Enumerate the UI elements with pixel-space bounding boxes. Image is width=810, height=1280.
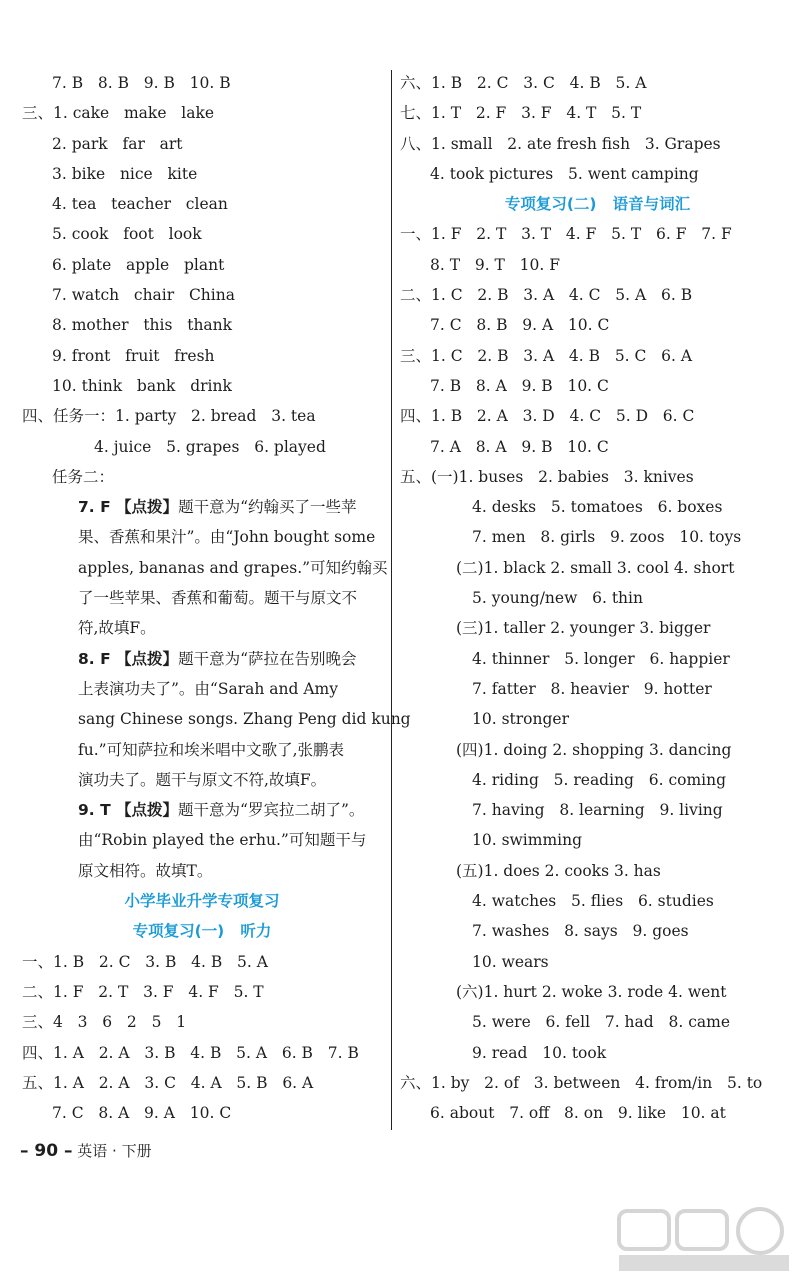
column-divider [391, 70, 392, 1130]
answer-line: 六、1. by 2. of 3. between 4. from/in 5. to [400, 1073, 763, 1092]
answer-line: 7. C 8. B 9. A 10. C [430, 316, 610, 335]
answer-line: 4. thinner 5. longer 6. happier [472, 649, 730, 668]
note-line [78, 795, 382, 825]
answer-line: 10. stronger [472, 710, 569, 729]
answer-block-right-2 [400, 219, 795, 1128]
answer-line: 4. desks 5. tomatoes 6. boxes [472, 498, 723, 517]
note-text: 原文相符。故填T。 [78, 861, 213, 880]
answer-line: 5. cook foot look [52, 225, 202, 244]
note-line [78, 856, 382, 886]
answer-line: 8. T 9. T 10. F [430, 255, 561, 274]
answer-line: 7. B 8. A 9. B 10. C [430, 376, 609, 395]
note-text: fu.”可知萨拉和埃米唱中文歌了,张鹏表 [78, 740, 344, 759]
answer-line: 10. think bank drink [52, 376, 232, 395]
answer-line: 四、1. A 2. A 3. B 4. B 5. A 6. B 7. B [22, 1043, 359, 1062]
answer-line: (二)1. black 2. small 3. cool 4. short [456, 558, 735, 577]
watermark-logo-icon [615, 1205, 795, 1275]
note-text: 题干意为“罗宾拉二胡了”。 [178, 801, 365, 820]
answer-line: 四、任务一：1. party 2. bread 3. tea [22, 407, 316, 426]
left-column [22, 68, 411, 1128]
answer-line: 三、1. C 2. B 3. A 4. B 5. C 6. A [400, 346, 693, 365]
note-hint-label: 7. F 【点拨】 [78, 498, 179, 517]
note-line [78, 583, 382, 613]
answer-block-left-2 [22, 947, 382, 1129]
note-line [78, 704, 411, 734]
page-footer [20, 1140, 152, 1161]
answer-line: 三、1. cake make lake [22, 104, 215, 123]
answer-line: 7. men 8. girls 9. zoos 10. toys [472, 528, 742, 547]
answer-line: 7. watch chair China [52, 286, 235, 305]
answer-line: 4. watches 5. flies 6. studies [472, 892, 714, 911]
explanation-note [22, 492, 388, 643]
answer-line: 7. B 8. B 9. B 10. B [52, 74, 231, 92]
note-text: 题干意为“萨拉在告别晚会 [178, 649, 357, 668]
answer-line: (三)1. taller 2. younger 3. bigger [456, 619, 711, 638]
note-hint-label: 9. T 【点拨】 [78, 801, 179, 820]
section-heading-review: 小学毕业升学专项复习 [124, 892, 280, 911]
answer-block-left-1 [22, 68, 382, 492]
answer-line: 7. fatter 8. heavier 9. hotter [472, 679, 712, 698]
answer-line: 5. young/new 6. thin [472, 589, 643, 608]
note-line [78, 765, 382, 795]
note-text: 符,故填F。 [78, 619, 156, 638]
note-line [78, 613, 382, 643]
explanation-notes [22, 492, 411, 886]
answer-line: 8. mother this thank [52, 316, 233, 335]
answer-line: 6. about 7. off 8. on 9. like 10. at [430, 1104, 726, 1123]
section-heading-phonics-vocab: 专项复习(二) 语音与词汇 [504, 195, 691, 214]
note-hint-label: 8. F 【点拨】 [78, 649, 179, 668]
answer-line: (六)1. hurt 2. woke 3. rode 4. went [456, 982, 727, 1001]
note-text: 了一些苹果、香蕉和葡萄。题干与原文不 [78, 589, 358, 608]
answer-line: 一、1. B 2. C 3. B 4. B 5. A [22, 952, 268, 971]
answer-line: 四、1. B 2. A 3. D 4. C 5. D 6. C [400, 407, 695, 426]
answer-line: 10. swimming [472, 831, 583, 850]
answer-line: 2. park far art [52, 134, 183, 153]
note-line [78, 644, 382, 674]
right-column [400, 68, 795, 1128]
answer-line: 4. took pictures 5. went camping [430, 164, 699, 183]
answer-line: 7. C 8. A 9. A 10. C [52, 1104, 232, 1123]
answer-line: 三、4 3 6 2 5 1 [22, 1013, 187, 1032]
answer-line: 二、1. C 2. B 3. A 4. C 5. A 6. B [400, 286, 693, 305]
note-line [78, 674, 382, 704]
answer-line: 4. tea teacher clean [52, 195, 228, 214]
answer-line: 七、1. T 2. F 3. F 4. T 5. T [400, 104, 642, 123]
answer-line: 7. A 8. A 9. B 10. C [430, 437, 609, 456]
answer-line: 任务二： [52, 467, 115, 486]
answer-line: 5. were 6. fell 7. had 8. came [472, 1013, 730, 1032]
note-text: 由“Robin played the erhu.”可知题干与 [78, 831, 367, 850]
note-text: 果、香蕉和果汁”。由“John bought some [78, 528, 376, 547]
answer-line: 10. wears [472, 952, 549, 971]
explanation-note [22, 644, 411, 795]
answer-line: 4. riding 5. reading 6. coming [472, 770, 727, 789]
note-line [78, 522, 382, 552]
note-line [78, 553, 388, 583]
answer-block-right-1 [400, 68, 795, 189]
answer-line: 一、1. F 2. T 3. T 4. F 5. T 6. F 7. F [400, 225, 732, 244]
answer-line: 八、1. small 2. ate fresh fish 3. Grapes [400, 134, 721, 153]
note-text: sang Chinese songs. Zhang Peng did kung [78, 710, 411, 729]
note-text: 上表演功夫了”。由“Sarah and Amy [78, 679, 338, 698]
answer-line: 4. juice 5. grapes 6. played [94, 437, 326, 456]
explanation-note [22, 795, 382, 886]
note-text: apples, bananas and grapes.”可知约翰买 [78, 558, 388, 577]
note-line [78, 825, 382, 855]
note-line [78, 735, 382, 765]
answer-line: (五)1. does 2. cooks 3. has [456, 861, 661, 880]
answer-line: 二、1. F 2. T 3. F 4. F 5. T [22, 982, 264, 1001]
answer-line: 9. read 10. took [472, 1043, 607, 1062]
book-label: 英语 · 下册 [77, 1142, 152, 1160]
answer-line: 7. having 8. learning 9. living [472, 801, 723, 820]
answer-line: 五、(一)1. buses 2. babies 3. knives [400, 467, 694, 486]
answer-line: (四)1. doing 2. shopping 3. dancing [456, 740, 732, 759]
answer-line: 五、1. A 2. A 3. C 4. A 5. B 6. A [22, 1073, 314, 1092]
note-text: 题干意为“约翰买了一些苹 [178, 498, 357, 517]
answer-line: 9. front fruit fresh [52, 346, 215, 365]
answer-line: 6. plate apple plant [52, 255, 225, 274]
answer-line: 7. washes 8. says 9. goes [472, 922, 689, 941]
note-text: 演功夫了。题干与原文不符,故填F。 [78, 770, 327, 789]
page-number: – 90 – [20, 1141, 73, 1161]
answer-line: 3. bike nice kite [52, 164, 198, 183]
note-line [78, 492, 382, 522]
section-heading-listening: 专项复习(一) 听力 [132, 922, 272, 941]
answer-line: 六、1. B 2. C 3. C 4. B 5. A [400, 74, 647, 92]
